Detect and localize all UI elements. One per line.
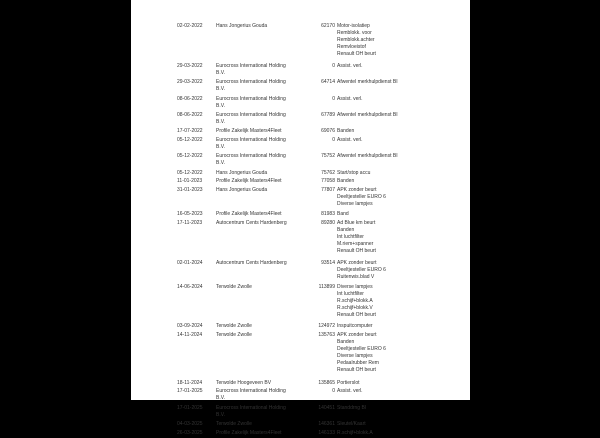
row-work-items [337, 23, 376, 58]
company-line: Autocentrum Cents Hardenberg [216, 219, 287, 226]
work-item: Inspuitcomputer [337, 323, 373, 330]
row-work-items [337, 405, 366, 412]
work-item: Deeltjesteller EURO 6 [337, 193, 386, 200]
row-date: 17-01-2025 [177, 404, 203, 411]
row-mileage: 64714 [321, 79, 335, 86]
work-item: APK zonder beurt [337, 259, 377, 266]
table-row [131, 284, 470, 324]
row-date: 29-03-2022 [177, 62, 203, 69]
row-company [216, 332, 252, 339]
work-item: Int luchtfilter [337, 233, 364, 240]
row-date: 17-01-2025 [177, 388, 203, 395]
row-mileage: 75762 [321, 169, 335, 176]
row-work-items [337, 128, 354, 135]
row-date: 08-06-2022 [177, 95, 203, 102]
row-company [216, 405, 286, 419]
company-line: B.V. [216, 118, 225, 125]
work-item: Ad Blue km beurt [337, 219, 376, 226]
row-mileage: 146133 [318, 429, 335, 436]
table-row [131, 388, 470, 404]
work-item: Assist. verl. [337, 62, 363, 69]
company-line: Profile Zakelijk Masters4Fleet [216, 178, 282, 185]
row-work-items [337, 137, 363, 144]
company-line: Terwolde Zwolle [216, 323, 252, 330]
row-date: 14-11-2024 [177, 332, 203, 339]
maintenance-history-table [131, 23, 470, 438]
company-line: Hans Jongerius Gouda [216, 23, 268, 29]
row-mileage: 113899 [318, 283, 335, 290]
row-date: 29-03-2022 [177, 79, 203, 86]
row-date: 16-05-2023 [177, 211, 203, 218]
table-row [131, 421, 470, 430]
company-line: B.V. [216, 143, 225, 150]
work-item: Deeltjesteller EURO 6 [337, 346, 386, 353]
company-line: Autocentrum Cents Hardenberg [216, 259, 287, 266]
work-item: Remblokk. voor [337, 30, 372, 36]
work-item: Int luchtfilter [337, 290, 364, 297]
row-work-items [337, 332, 386, 374]
work-item: Afwentel merkhulpdienst BI [337, 79, 398, 86]
company-line: B.V. [216, 395, 225, 402]
company-line: Terwolde Zwolle [216, 421, 252, 428]
row-company [216, 170, 267, 177]
table-row [131, 128, 470, 137]
table-row [131, 211, 470, 220]
work-item: R.schijf+blokk.A [337, 297, 373, 304]
work-item: Banden [337, 178, 355, 185]
company-line: Eurocross International Holding [216, 111, 286, 118]
row-date: 26-03-2025 [177, 429, 203, 436]
row-company [216, 380, 271, 387]
row-date: 14-06-2024 [177, 283, 203, 290]
row-company [216, 323, 252, 330]
row-company [216, 260, 287, 267]
row-work-items [337, 388, 363, 395]
work-item: Assist. verl. [337, 95, 363, 102]
row-company [216, 112, 286, 126]
company-line: Profile Zakelijk Masters4Fleet [216, 429, 282, 436]
work-item: R.schijf+blokk.V [337, 304, 373, 311]
table-row [131, 430, 470, 438]
row-date: 08-06-2022 [177, 111, 203, 118]
work-item: Portierslot [337, 379, 360, 386]
table-row [131, 332, 470, 380]
row-company [216, 96, 286, 110]
table-row [131, 170, 470, 179]
table-row [131, 137, 470, 153]
company-line: Eurocross International Holding [216, 79, 286, 86]
row-date: 05-12-2022 [177, 169, 203, 176]
work-item: Renault OH beurt [337, 311, 376, 318]
row-work-items [337, 112, 398, 119]
row-work-items [337, 170, 370, 177]
row-date: 04-03-2025 [177, 421, 203, 428]
row-date: 02-02-2022 [177, 23, 203, 29]
work-item: Sleutel/Kaart [337, 421, 366, 428]
company-line: Eurocross International Holding [216, 153, 286, 160]
table-row [131, 260, 470, 284]
work-item: Banden [337, 128, 355, 135]
row-mileage: 135865 [318, 379, 335, 386]
row-company [216, 430, 282, 437]
row-mileage: 93514 [321, 259, 335, 266]
table-row [131, 153, 470, 169]
row-mileage: 124972 [318, 323, 335, 330]
company-line: Eurocross International Holding [216, 95, 286, 102]
row-company [216, 128, 282, 135]
company-line: Eurocross International Holding [216, 136, 286, 143]
company-line: Terwolde Zwolle [216, 332, 252, 339]
work-item: Afwentel merkhulpdienst BI [337, 153, 398, 160]
table-row [131, 79, 470, 95]
row-date: 17-11-2023 [177, 219, 203, 226]
row-work-items [337, 260, 386, 281]
work-item: APK zonder beurt [337, 186, 377, 193]
row-mileage: 0 [332, 62, 335, 69]
work-item: Remblokk.achter [337, 37, 375, 43]
row-work-items [337, 153, 398, 160]
company-line: Profile Zakelijk Masters4Fleet [216, 211, 282, 218]
work-item: Deeltjesteller EURO 6 [337, 266, 386, 273]
row-company [216, 137, 286, 151]
company-line: B.V. [216, 411, 225, 418]
row-mileage: 140451 [318, 404, 335, 411]
table-row [131, 96, 470, 112]
row-mileage: 77058 [321, 178, 335, 185]
work-item: Renault OH beurt [337, 51, 376, 57]
row-work-items [337, 430, 373, 437]
company-line: B.V. [216, 86, 225, 93]
table-row [131, 380, 470, 389]
row-company [216, 23, 267, 30]
work-item: Banden [337, 339, 355, 346]
work-item: Renault OH beurt [337, 367, 376, 374]
table-row [131, 323, 470, 332]
row-work-items [337, 211, 349, 218]
row-company [216, 284, 252, 291]
company-line: Profile Zakelijk Masters4Fleet [216, 128, 282, 135]
table-row [131, 178, 470, 187]
row-date: 17-07-2022 [177, 128, 203, 135]
row-work-items [337, 421, 366, 428]
company-line: B.V. [216, 102, 225, 109]
row-date: 05-12-2022 [177, 153, 203, 160]
work-item: Diverse lampjes [337, 353, 373, 360]
row-mileage: 62170 [321, 23, 335, 29]
row-work-items [337, 79, 398, 86]
company-line: Eurocross International Holding [216, 62, 286, 69]
company-line: Eurocross International Holding [216, 388, 286, 395]
work-item: Motor-isolatiep [337, 23, 370, 29]
row-date: 18-11-2024 [177, 379, 203, 386]
row-company [216, 63, 286, 77]
work-item: Start/stop accu [337, 169, 371, 176]
row-mileage: 135763 [318, 332, 335, 339]
work-item: Afwentel merkhulpdienst BI [337, 111, 398, 118]
row-mileage: 0 [332, 136, 335, 143]
row-work-items [337, 63, 363, 70]
row-work-items [337, 187, 386, 208]
row-work-items [337, 178, 354, 185]
work-item: Band [337, 211, 349, 218]
row-company [216, 178, 282, 185]
row-company [216, 388, 286, 402]
row-mileage: 146361 [318, 421, 335, 428]
row-work-items [337, 96, 363, 103]
work-item: Ruitenwis.blad V [337, 273, 375, 280]
table-row [131, 405, 470, 421]
row-mileage: 81983 [321, 211, 335, 218]
company-line: Hans Jongerius Gouda [216, 186, 268, 193]
row-date: 05-12-2022 [177, 136, 203, 143]
row-date: 02-01-2024 [177, 259, 203, 266]
row-work-items [337, 220, 376, 255]
row-mileage: 0 [332, 95, 335, 102]
table-row [131, 187, 470, 211]
row-date: 31-01-2023 [177, 186, 203, 193]
row-date: 11-01-2023 [177, 178, 203, 185]
work-item: APK zonder beurt [337, 332, 377, 339]
row-company [216, 220, 287, 227]
work-item: Banden [337, 226, 355, 233]
work-item: Diverse lampjes [337, 283, 373, 290]
company-line: Terwolde Hoogeveen BV [216, 379, 272, 386]
company-line: Hans Jongerius Gouda [216, 169, 268, 176]
table-row [131, 63, 470, 79]
work-item: R.schijf+blokk.A [337, 429, 373, 436]
work-item: Diverse lampjes [337, 200, 373, 207]
row-company [216, 153, 286, 167]
work-item: Remvloeistof [337, 44, 366, 50]
company-line: B.V. [216, 69, 225, 76]
row-company [216, 79, 286, 93]
row-work-items [337, 380, 360, 387]
row-mileage: 69076 [321, 128, 335, 135]
work-item: Pedaalrubber Rem [337, 360, 379, 367]
row-company [216, 421, 252, 428]
row-company [216, 187, 267, 194]
document-page [131, 0, 470, 436]
row-mileage: 89280 [321, 219, 335, 226]
table-row [131, 112, 470, 128]
row-work-items [337, 323, 373, 330]
row-company [216, 211, 282, 218]
row-mileage: 0 [332, 388, 335, 395]
table-row [131, 23, 470, 63]
work-item: Standdrng Bl [337, 404, 366, 411]
row-mileage: 77807 [321, 186, 335, 193]
row-mileage: 67789 [321, 111, 335, 118]
row-work-items [337, 284, 376, 319]
company-line: Terwolde Zwolle [216, 283, 252, 290]
work-item: Renault OH beurt [337, 247, 376, 254]
company-line: Eurocross International Holding [216, 404, 286, 411]
company-line: B.V. [216, 160, 225, 167]
row-date: 03-09-2024 [177, 323, 203, 330]
work-item: M.riem+spanner [337, 240, 374, 247]
work-item: Assist. verl. [337, 136, 363, 143]
table-row [131, 220, 470, 260]
row-mileage: 75752 [321, 153, 335, 160]
work-item: Assist. verl. [337, 388, 363, 395]
